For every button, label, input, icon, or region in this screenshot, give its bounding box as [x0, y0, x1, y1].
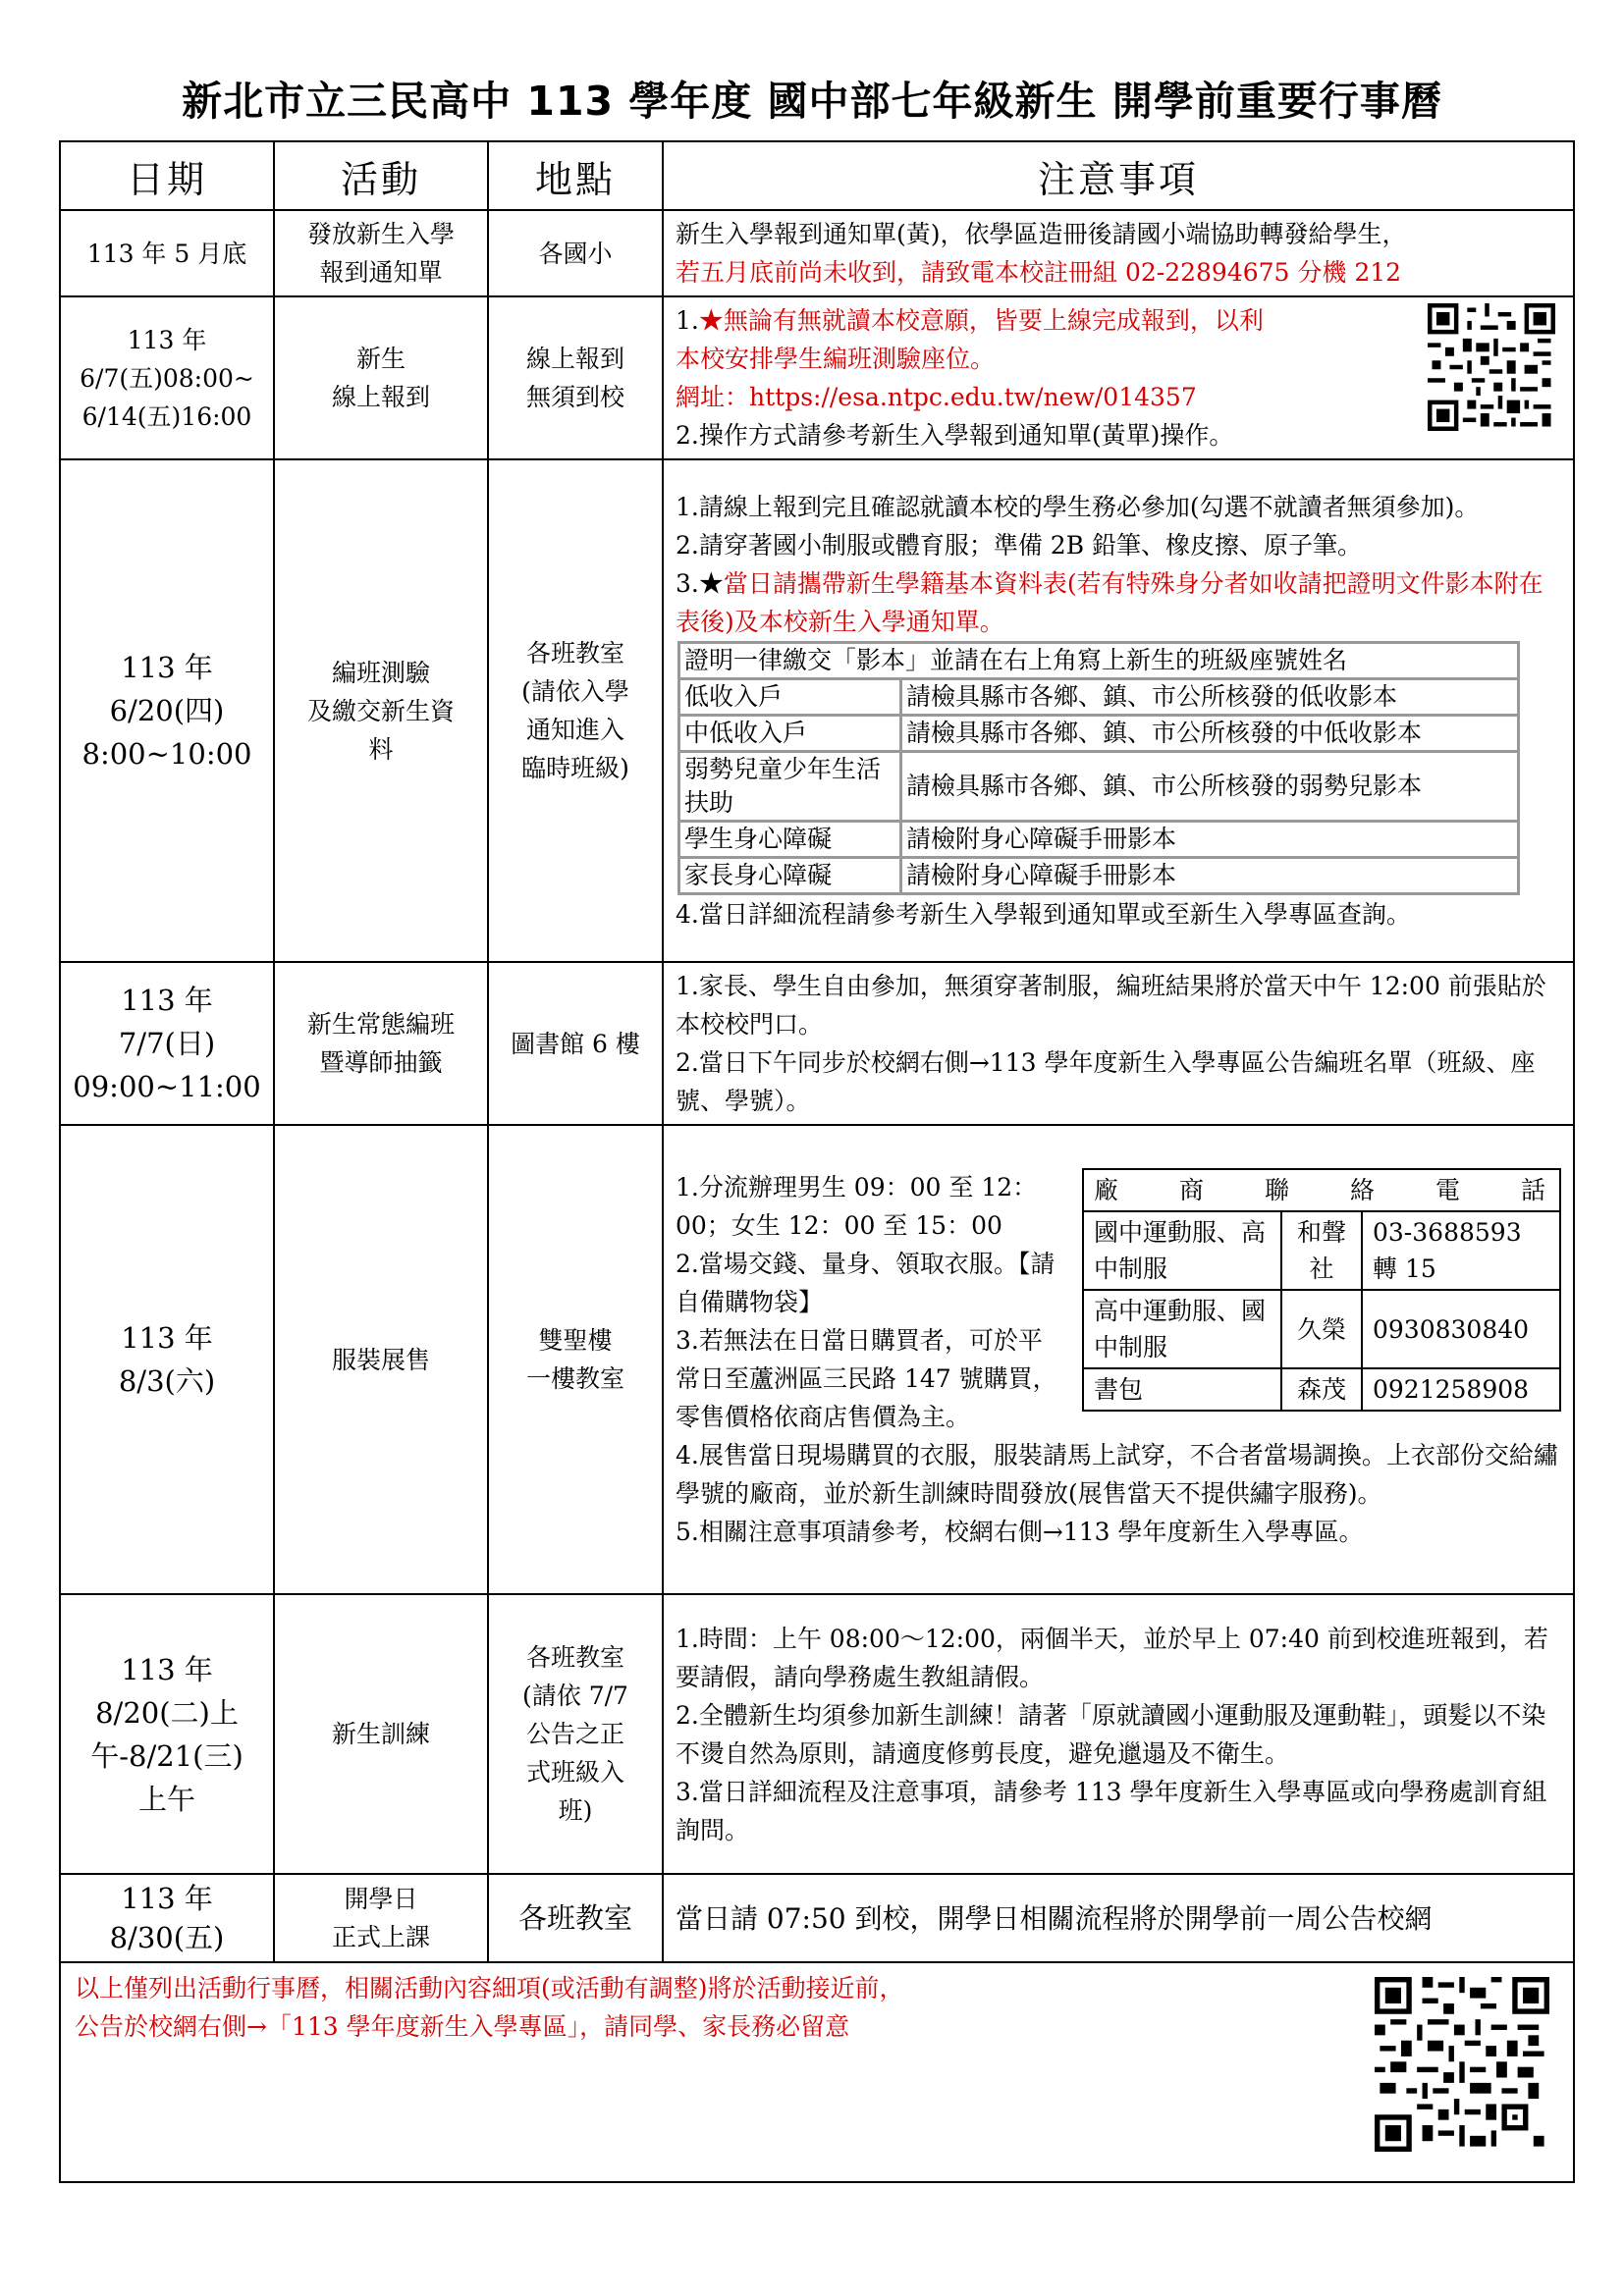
- documents-table: [677, 641, 1520, 895]
- date-cell: [60, 1874, 274, 1962]
- header-date: 日期: [60, 141, 274, 210]
- header-activity: 活動: [274, 141, 488, 210]
- date-line: 6/20(四): [109, 694, 225, 727]
- date-line: 上午: [137, 1782, 195, 1816]
- doc-desc: 請檢附身心障礙手冊影本: [901, 858, 1519, 894]
- note-line: 2.全體新生均須參加新生訓練！請著「原就讀國小運動服及運動鞋」，頭髮以不染不燙自然為原則，請適度修剪長度，避免邋遢及不衛生。: [676, 1700, 1546, 1768]
- table-row: [679, 822, 1519, 858]
- location-line: 通知進入: [525, 716, 624, 744]
- table-row: [60, 1874, 1574, 1962]
- footer-note: [60, 1962, 1574, 2182]
- activity-cell: [274, 210, 488, 296]
- notes-cell: [663, 210, 1574, 296]
- vendor-item: 國中運動服、高中制服: [1083, 1211, 1281, 1290]
- note-line: 1.分流辦理男生 09：00 至 12：00；女生 12：00 至 15：00: [676, 1173, 1038, 1240]
- header-notes: 注意事項: [663, 141, 1574, 210]
- location-line: 各班教室: [525, 639, 624, 667]
- table-header-row: [60, 141, 1574, 210]
- note-text: 無論有無就讀本校意願，皆要上線完成報到，以利: [723, 306, 1264, 335]
- table-row: [60, 962, 1574, 1125]
- note-line: 若五月底前尚未收到，請致電本校註冊組 02-22894675 分機 212: [676, 258, 1402, 287]
- footer-line: 以上僅列出活動行事曆，相關活動內容細項(或活動有調整)將於活動接近前，: [75, 1974, 904, 2002]
- location-line: 式班級入: [525, 1758, 624, 1787]
- activity-line: 正式上課: [331, 1923, 430, 1951]
- date-cell: [60, 1594, 274, 1874]
- note-line: 1.家長、學生自由參加，無須穿著制服，編班結果將於當天中午 12:00 前張貼於本校校門口。: [676, 972, 1546, 1039]
- date-line: 6/14(五)16:00: [81, 401, 252, 431]
- notes-cell: [663, 459, 1574, 962]
- documents-header: 證明一律繳交「影本」並請在右上角寫上新生的班級座號姓名: [679, 643, 1519, 679]
- note-line: 本校安排學生編班測驗座位。: [676, 345, 996, 373]
- table-row: [679, 858, 1519, 894]
- vendor-item: 高中運動服、國中制服: [1083, 1290, 1281, 1368]
- vendor-header: 廠商聯絡電話: [1083, 1169, 1560, 1211]
- note-line: 1.時間：上午 08:00～12:00，兩個半天，並於早上 07:40 前到校進班報到，若要請假，請向學務處生教組請假。: [676, 1624, 1548, 1691]
- page-title: 新北市立三民高中 113 學年度 國中部七年級新生 開學前重要行事曆: [182, 78, 1442, 125]
- date-line: 113 年: [127, 325, 207, 354]
- location-line: 雙聖樓: [538, 1326, 613, 1355]
- star-icon: ★: [698, 569, 724, 598]
- date-cell: [60, 296, 274, 459]
- table-row: [60, 459, 1574, 962]
- location-line: (請依 7/7: [522, 1682, 628, 1710]
- activity-line: 服裝展售: [331, 1345, 430, 1374]
- activity-line: 新生: [355, 345, 406, 373]
- documents-header-row: [679, 643, 1519, 679]
- note-line: [676, 564, 1561, 641]
- note-text: 當日請攜帶新生學籍基本資料表(若有特殊身分者如收請把證明文件影本附在表後)及本校新生入學通知單。: [676, 569, 1543, 636]
- vendor-header-row: [1083, 1169, 1560, 1211]
- note-line: 3.若無法在日當日購買者，可於平常日至蘆洲區三民路 147 號購買，零售價格依商店售價為主。: [676, 1326, 1057, 1431]
- note-line: 1.請線上報到完且確認就讀本校的學生務必參加(勾選不就讀者無須參加)。: [676, 493, 1480, 521]
- note-line: 2.當場交錢、量身、領取衣服。【請自備購物袋】: [676, 1250, 1056, 1316]
- table-row: [1083, 1290, 1560, 1368]
- doc-type: 中低收入戶: [679, 716, 901, 752]
- note-line: 3.當日詳細流程及注意事項，請參考 113 學年度新生入學專區或向學務處訓育組詢問。: [676, 1777, 1547, 1844]
- star-icon: ★: [698, 306, 724, 335]
- schedule-table: [59, 140, 1575, 2183]
- doc-desc: 請檢具縣市各鄉、鎮、市公所核發的中低收影本: [901, 716, 1519, 752]
- note-prefix: 3.: [676, 569, 699, 598]
- date-cell: [60, 962, 274, 1125]
- location-line: 圖書館 6 樓: [511, 1029, 640, 1058]
- location-cell: [488, 1874, 663, 1962]
- activity-line: 暨導師抽籤: [319, 1048, 443, 1077]
- note-line: 當日請 07:50 到校，開學日相關流程將於開學前一周公告校網: [676, 1901, 1433, 1935]
- location-line: 各國小: [538, 239, 613, 268]
- vendor-name: 森茂: [1281, 1368, 1362, 1411]
- date-line: 8/20(二)上: [95, 1695, 239, 1730]
- location-cell: [488, 459, 663, 962]
- activity-cell: [274, 296, 488, 459]
- footer-line: 公告於校網右側→「113 學年度新生入學專區」，請同學、家長務必留意: [75, 2012, 850, 2041]
- notes-cell: [663, 962, 1574, 1125]
- location-cell: [488, 1594, 663, 1874]
- date-line: 午-8/21(三): [90, 1738, 244, 1773]
- date-line: 8/30(五): [109, 1921, 225, 1954]
- activity-line: 新生常態編班: [306, 1010, 455, 1039]
- location-line: 一樓教室: [525, 1364, 624, 1393]
- vendor-phone: 0930830840: [1362, 1290, 1560, 1368]
- location-line: 無須到校: [525, 383, 624, 411]
- location-cell: [488, 1125, 663, 1594]
- location-line: 各班教室: [525, 1643, 624, 1672]
- note-line: 4.當日詳細流程請參考新生入學報到通知單或至新生入學專區查詢。: [676, 900, 1411, 929]
- note-line: 2.操作方式請參考新生入學報到通知單(黃單)操作。: [676, 421, 1234, 450]
- activity-cell: [274, 1594, 488, 1874]
- date-line: 113 年: [121, 1652, 213, 1686]
- location-cell: [488, 296, 663, 459]
- location-line: (請依入學: [521, 677, 629, 706]
- header-location: 地點: [488, 141, 663, 210]
- note-line: 4.展售當日現場購買的衣服，服裝請馬上試穿，不合者當場調換。上衣部份交給繡學號的廠商，並於新生訓練時間發放(展售當天不提供繡字服務)。: [676, 1441, 1558, 1508]
- date-line: 113 年: [121, 651, 213, 684]
- doc-desc: 請檢附身心障礙手冊影本: [901, 822, 1519, 858]
- activity-line: 報到通知單: [319, 258, 443, 287]
- url-link[interactable]: 網址：https://esa.ntpc.edu.tw/new/014357: [676, 383, 1197, 411]
- qr-code-icon[interactable]: [1375, 1977, 1549, 2152]
- notes-cell: [663, 1125, 1574, 1594]
- doc-desc: 請檢具縣市各鄉、鎮、市公所核發的低收影本: [901, 679, 1519, 716]
- date-line: 113 年: [121, 1882, 213, 1915]
- activity-line: 發放新生入學: [306, 220, 455, 248]
- vendor-name: 久榮: [1281, 1290, 1362, 1368]
- table-row: [679, 752, 1519, 822]
- vendor-phone: 03-3688593 轉 15: [1362, 1211, 1560, 1290]
- date-line: 8/3(六): [118, 1364, 216, 1398]
- location-cell: [488, 210, 663, 296]
- vendor-item: 書包: [1083, 1368, 1281, 1411]
- vendor-name: 和聲社: [1281, 1211, 1362, 1290]
- table-row: [1083, 1211, 1560, 1290]
- date-line: 7/7(日): [118, 1027, 216, 1060]
- date-line: 8:00~10:00: [81, 737, 252, 771]
- activity-line: 開學日: [344, 1885, 418, 1913]
- date-line: 09:00~11:00: [73, 1070, 261, 1103]
- qr-code-icon[interactable]: [1428, 303, 1555, 431]
- location-line: 各班教室: [517, 1900, 632, 1935]
- location-line: 公告之正: [525, 1720, 624, 1748]
- date-cell: [60, 1125, 274, 1594]
- activity-cell: [274, 1874, 488, 1962]
- date-line: 6/7(五)08:00~: [80, 363, 254, 393]
- note-line: 5.相關注意事項請參考，校網右側→113 學年度新生入學專區。: [676, 1518, 1364, 1546]
- vendor-phone: 0921258908: [1362, 1368, 1560, 1411]
- notes-cell: [663, 1874, 1574, 1962]
- doc-type: 家長身心障礙: [679, 858, 901, 894]
- table-row: [679, 716, 1519, 752]
- doc-type: 學生身心障礙: [679, 822, 901, 858]
- note-line: 2.請穿著國小制服或體育服；準備 2B 鉛筆、橡皮擦、原子筆。: [676, 531, 1363, 560]
- doc-type: 低收入戶: [679, 679, 901, 716]
- table-row: [60, 1594, 1574, 1874]
- note-prefix: 1.: [676, 306, 699, 335]
- note-line: 新生入學報到通知單(黃)，依學區造冊後請國小端協助轉發給學生，: [676, 220, 1407, 248]
- table-row: [60, 210, 1574, 296]
- activity-line: 編班測驗: [331, 658, 430, 687]
- activity-line: 線上報到: [331, 383, 430, 411]
- note-line: 2.當日下午同步於校網右側→113 學年度新生入學專區公告編班名單（班級、座號、學號）。: [676, 1048, 1536, 1115]
- activity-cell: [274, 1125, 488, 1594]
- location-line: 線上報到: [525, 345, 624, 373]
- vendor-table: [1082, 1168, 1561, 1412]
- activity-line: 料: [368, 734, 394, 764]
- table-row: [60, 1125, 1574, 1594]
- footer-row: [60, 1962, 1574, 2182]
- activity-line: 及繳交新生資: [306, 696, 455, 725]
- date-line: 113 年: [121, 984, 213, 1017]
- location-cell: [488, 962, 663, 1125]
- location-line: 班): [558, 1796, 593, 1825]
- date-line: 113 年 5 月底: [86, 239, 247, 268]
- notes-cell: [663, 296, 1574, 459]
- activity-line: 新生訓練: [331, 1720, 430, 1748]
- doc-type: 弱勢兒童少年生活扶助: [679, 752, 901, 822]
- table-row: [1083, 1368, 1560, 1411]
- location-line: 臨時班級): [521, 754, 629, 782]
- date-line: 113 年: [121, 1321, 213, 1355]
- table-row: [679, 679, 1519, 716]
- date-cell: [60, 210, 274, 296]
- notes-cell: [663, 1594, 1574, 1874]
- activity-cell: [274, 962, 488, 1125]
- table-row: [60, 296, 1574, 459]
- activity-cell: [274, 459, 488, 962]
- doc-desc: 請檢具縣市各鄉、鎮、市公所核發的弱勢兒影本: [901, 752, 1519, 822]
- date-cell: [60, 459, 274, 962]
